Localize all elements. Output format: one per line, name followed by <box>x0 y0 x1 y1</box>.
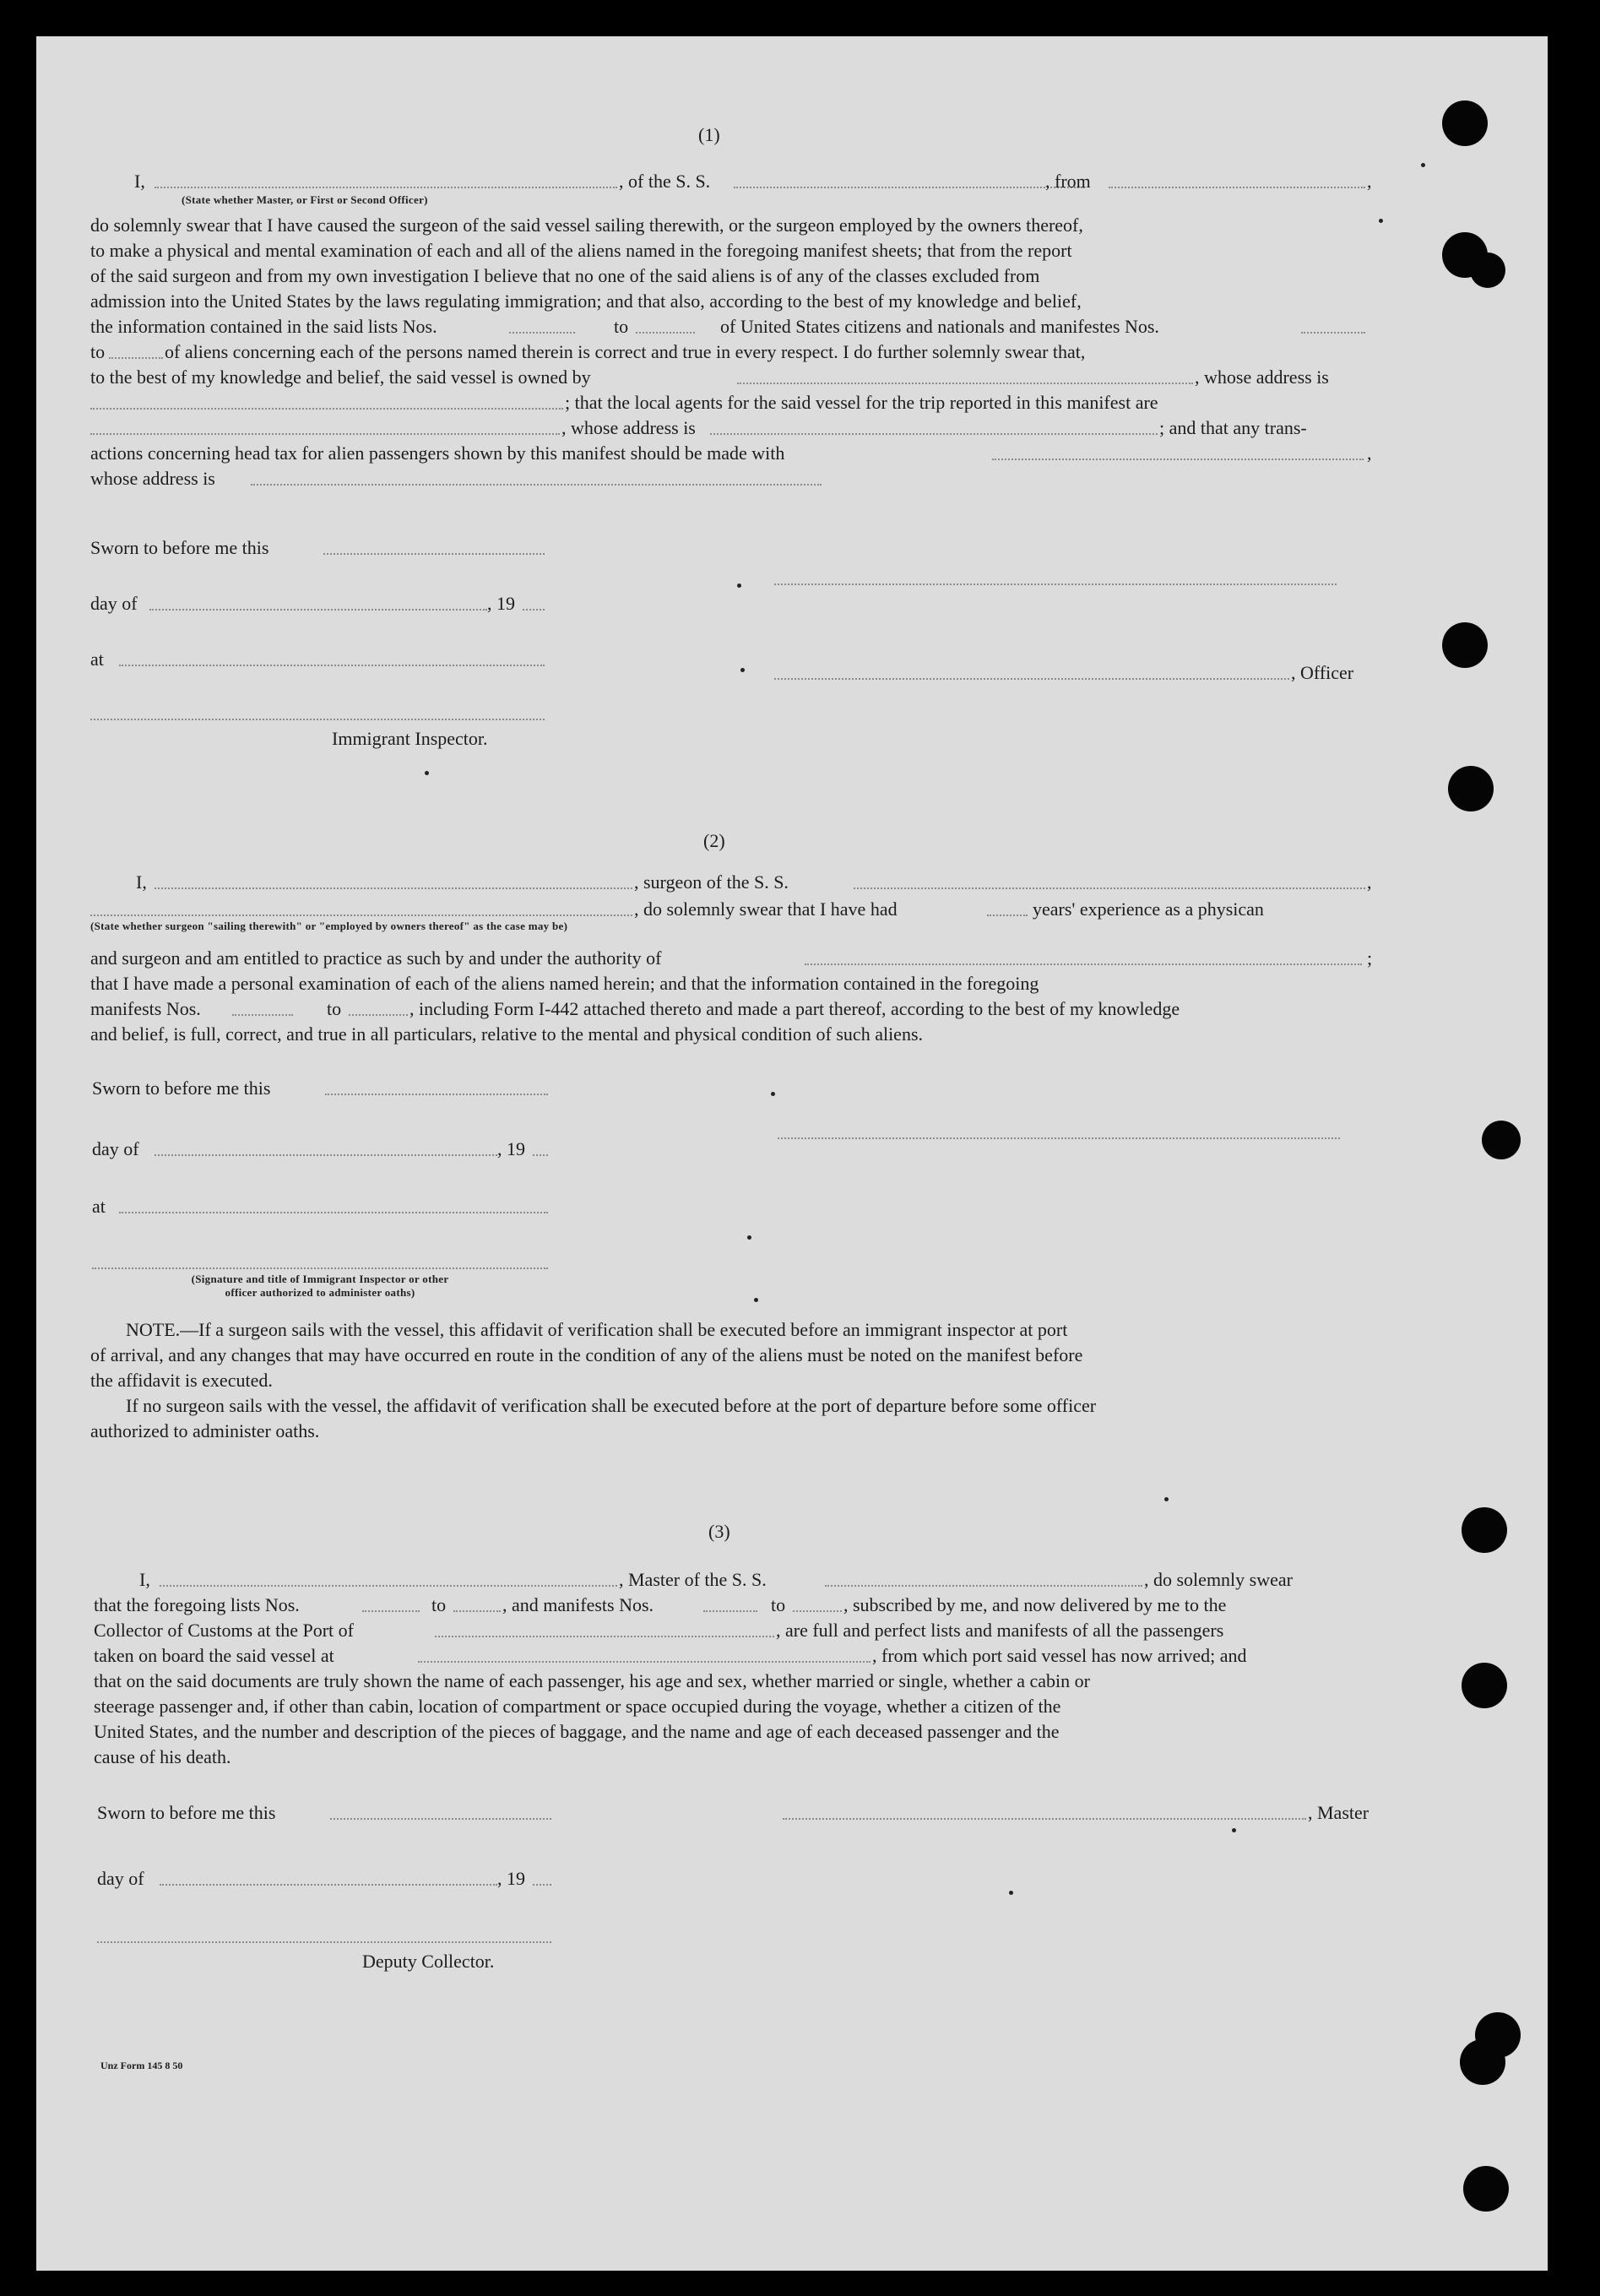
s1-lists-from-field[interactable] <box>509 332 575 334</box>
s2-manifests-to-field[interactable] <box>349 1014 408 1016</box>
s3-line2c: , and manifests Nos. <box>502 1594 654 1615</box>
s1-para-1: do solemnly swear that I have caused the surgeon of the said vessel sailing therewith, or the surgeon employed by the owners thereof, <box>90 214 1083 236</box>
binder-hole <box>1442 622 1488 668</box>
speck <box>1421 163 1425 167</box>
s2-para-3a: manifests Nos. <box>90 998 201 1019</box>
s3-master-field[interactable] <box>160 1585 617 1587</box>
s2-signature-note-1: (Signature and title of Immigrant Inspector or other <box>191 1273 449 1285</box>
s3-line8: cause of his death. <box>94 1746 231 1767</box>
s1-month-field[interactable] <box>149 609 487 611</box>
s3-line7: United States, and the number and description of the pieces of baggage, and the name and age of each deceased passenger and the <box>94 1721 1060 1742</box>
s1-manifests-from-field[interactable] <box>1301 332 1365 334</box>
section-1-number: (1) <box>698 124 720 145</box>
s1-para-9b: ; and that any trans- <box>1159 417 1307 438</box>
s1-para-5c: of United States citizens and nationals and manifestes Nos. <box>720 316 1159 337</box>
s1-officer-signature-line[interactable] <box>774 583 1337 585</box>
speck <box>740 668 745 672</box>
section-3-number: (3) <box>708 1521 730 1542</box>
speck <box>737 583 741 588</box>
speck <box>1009 1891 1013 1895</box>
s1-line1-i: I, <box>134 171 145 192</box>
s1-owner-address-field[interactable] <box>90 408 563 410</box>
s1-headtax-field[interactable] <box>992 459 1364 460</box>
s3-ship-field[interactable] <box>825 1585 1142 1587</box>
s1-sworn-label: Sworn to before me this <box>90 537 269 558</box>
s2-manifests-from-field[interactable] <box>232 1014 293 1016</box>
s2-at-field[interactable] <box>119 1212 548 1213</box>
s3-manifests-to-field[interactable] <box>793 1610 842 1612</box>
s1-lists-to-field[interactable] <box>636 332 695 334</box>
s1-officer-title-line[interactable] <box>774 678 1289 680</box>
s3-line2d: to <box>771 1594 786 1615</box>
s1-para-6b: of aliens concerning each of the persons named therein is correct and true in every respect. I do further solemnly swear that, <box>165 341 1086 362</box>
binder-hole <box>1462 1663 1507 1708</box>
s2-para-2: that I have made a personal examination of each of the aliens named herein; and that the information contained in the foregoing <box>90 973 1039 994</box>
s1-line1-end: , <box>1367 171 1372 192</box>
speck <box>771 1092 775 1096</box>
s2-para-4: and belief, is full, correct, and true in all particulars, relative to the mental and physical condition of such aliens. <box>90 1023 924 1045</box>
s1-from-field[interactable] <box>1109 187 1365 188</box>
speck <box>754 1298 758 1302</box>
s2-signature-note-2: officer authorized to administer oaths) <box>225 1286 415 1299</box>
s1-headtax-address-field[interactable] <box>251 484 822 486</box>
s2-sworn-day-field[interactable] <box>325 1094 548 1095</box>
s3-port-field[interactable] <box>435 1636 774 1637</box>
speck <box>1232 1828 1236 1832</box>
s1-para-10: actions concerning head tax for alien passengers shown by this manifest should be made with <box>90 442 785 464</box>
s1-at-field[interactable] <box>119 665 545 666</box>
speck <box>1379 219 1383 223</box>
s1-para-5b: to <box>614 316 629 337</box>
s3-month-field[interactable] <box>160 1884 497 1886</box>
s1-para-4: admission into the United States by the laws regulating immigration; and that also, according to the best of my knowledge and belief, <box>90 290 1082 312</box>
form-page <box>36 36 1548 2271</box>
speck <box>747 1235 751 1240</box>
s3-dayof-label: day of <box>97 1868 144 1889</box>
s1-agents-field[interactable] <box>90 433 560 435</box>
s2-para-1: and surgeon and am entitled to practice as such by and under the authority of <box>90 947 662 969</box>
s2-para-3c: , including Form I-442 attached thereto and made a part thereof, according to the best of my knowledge <box>409 998 1180 1019</box>
s2-line1-i: I, <box>136 871 147 893</box>
binder-hole <box>1448 766 1494 811</box>
s2-month-field[interactable] <box>155 1154 497 1156</box>
s1-para-10-end: , <box>1367 442 1372 464</box>
s1-para-6a: to <box>90 341 106 362</box>
s3-sworn-day-field[interactable] <box>330 1818 551 1820</box>
s1-master-field[interactable] <box>155 187 617 188</box>
binder-hole <box>1470 252 1505 288</box>
s1-inspector-label: Immigrant Inspector. <box>332 728 488 749</box>
s2-note-para-3: the affidavit is executed. <box>90 1370 273 1391</box>
s1-para-9a: , whose address is <box>561 417 696 438</box>
s2-years-field[interactable] <box>987 915 1028 916</box>
s3-sworn-label: Sworn to before me this <box>97 1802 276 1823</box>
binder-hole <box>1482 1121 1521 1159</box>
s3-line1-master: , Master of the S. S. <box>619 1569 767 1590</box>
s2-note-para-2: of arrival, and any changes that may have occurred en route in the condition of any of the aliens must be noted on the manifest before <box>90 1344 1083 1365</box>
s1-para-11: whose address is <box>90 468 215 489</box>
s3-line2a: that the foregoing lists Nos. <box>94 1594 300 1615</box>
speck <box>1164 1497 1169 1501</box>
s3-line6: steerage passenger and, if other than cabin, location of compartment or space occupied during the voyage, whether a citizen of the <box>94 1696 1061 1717</box>
s1-sworn-day-field[interactable] <box>323 553 545 555</box>
s1-inspector-signature-line[interactable] <box>90 719 545 720</box>
s1-year-field[interactable] <box>523 609 545 611</box>
s1-manifests-to-field[interactable] <box>109 357 163 359</box>
s2-para-3b: to <box>327 998 342 1019</box>
s1-year-label: , 19 <box>487 593 515 614</box>
s3-year-label: , 19 <box>497 1868 525 1889</box>
s2-year-label: , 19 <box>497 1138 525 1159</box>
speck <box>425 771 429 775</box>
s1-para-5a: the information contained in the said lists Nos. <box>90 316 437 337</box>
s2-ship-field[interactable] <box>854 887 1365 889</box>
s3-manifests-from-field[interactable] <box>703 1610 757 1612</box>
s3-line3a: Collector of Customs at the Port of <box>94 1620 354 1641</box>
s1-officer-note: (State whether Master, or First or Second Officer) <box>182 193 428 206</box>
s3-collector-signature-line[interactable] <box>97 1941 551 1943</box>
s2-at-label: at <box>92 1196 106 1217</box>
s2-line1-end: , <box>1367 871 1372 893</box>
s2-note-para-5: authorized to administer oaths. <box>90 1420 320 1441</box>
s2-surgeon-field[interactable] <box>155 887 632 889</box>
s1-para-7b: , whose address is <box>1195 366 1329 388</box>
s2-sworn-label: Sworn to before me this <box>92 1077 271 1099</box>
s3-line2b: to <box>431 1594 447 1615</box>
s1-para-2: to make a physical and mental examination of each and all of the aliens named in the foregoing manifest sheets; that from the report <box>90 240 1072 261</box>
s2-para-1-end: ; <box>1367 947 1373 969</box>
binder-hole <box>1442 100 1488 146</box>
s1-para-3: of the said surgeon and from my own investigation I believe that no one of the said aliens is of any of the classes excluded from <box>90 265 1040 286</box>
s2-line2-years: years' experience as a physican <box>1033 898 1264 920</box>
s1-at-label: at <box>90 649 104 670</box>
s3-line2e: , subscribed by me, and now delivered by me to the <box>843 1594 1227 1615</box>
s3-collector-label: Deputy Collector. <box>362 1951 495 1972</box>
s3-line1-i: I, <box>139 1569 150 1590</box>
s2-sailing-field[interactable] <box>90 915 632 916</box>
s1-officer-label: , Officer <box>1291 662 1354 683</box>
s1-dayof-label: day of <box>90 593 138 614</box>
s3-lists-to-field[interactable] <box>453 1610 501 1612</box>
s1-line1-from: , from <box>1045 171 1091 192</box>
s2-authority-field[interactable] <box>805 963 1362 965</box>
s1-para-8: ; that the local agents for the said vessel for the trip reported in this manifest are <box>565 392 1158 413</box>
s2-line2-swear: , do solemnly swear that I have had <box>634 898 898 920</box>
s3-year-field[interactable] <box>533 1884 551 1886</box>
form-identifier: Unz Form 145 8 50 <box>100 2060 183 2071</box>
s1-owner-field[interactable] <box>737 383 1193 384</box>
s3-line4b: , from which port said vessel has now arrived; and <box>872 1645 1247 1666</box>
s3-embark-port-field[interactable] <box>418 1661 871 1663</box>
binder-hole <box>1462 1507 1507 1553</box>
s2-surgeon-signature-line[interactable] <box>778 1137 1340 1139</box>
s2-inspector-signature-line[interactable] <box>92 1267 548 1269</box>
s3-lists-from-field[interactable] <box>362 1610 420 1612</box>
s2-note-para-4: If no surgeon sails with the vessel, the affidavit of verification shall be executed before at the port of departure before some officer <box>126 1395 1097 1416</box>
s2-line1-surgeon: , surgeon of the S. S. <box>634 871 789 893</box>
s3-line3b: , are full and perfect lists and manifests of all the passengers <box>776 1620 1224 1641</box>
binder-hole <box>1463 2166 1509 2212</box>
s3-master-signature-line[interactable] <box>783 1818 1306 1820</box>
s3-master-label: , Master <box>1308 1802 1369 1823</box>
s2-note-para-1: NOTE.—If a surgeon sails with the vessel, this affidavit of verification shall be executed before an immigrant inspector at port <box>126 1319 1068 1340</box>
s1-para-7a: to the best of my knowledge and belief, the said vessel is owned by <box>90 366 591 388</box>
binder-hole <box>1460 2039 1505 2085</box>
s3-line5: that on the said documents are truly shown the name of each passenger, his age and sex, whether married or single, whether a cabin or <box>94 1670 1090 1691</box>
s1-ship-field[interactable] <box>734 187 1085 188</box>
s2-surgeon-note: (State whether surgeon "sailing therewith" or "employed by owners thereof" as the case may be) <box>90 920 568 932</box>
s1-agents-address-field[interactable] <box>710 433 1158 435</box>
s3-line1-swear: , do solemnly swear <box>1144 1569 1293 1590</box>
s2-dayof-label: day of <box>92 1138 139 1159</box>
s2-year-field[interactable] <box>533 1154 548 1156</box>
s3-line4a: taken on board the said vessel at <box>94 1645 334 1666</box>
section-2-number: (2) <box>703 830 725 851</box>
s1-line1-ss: , of the S. S. <box>619 171 711 192</box>
